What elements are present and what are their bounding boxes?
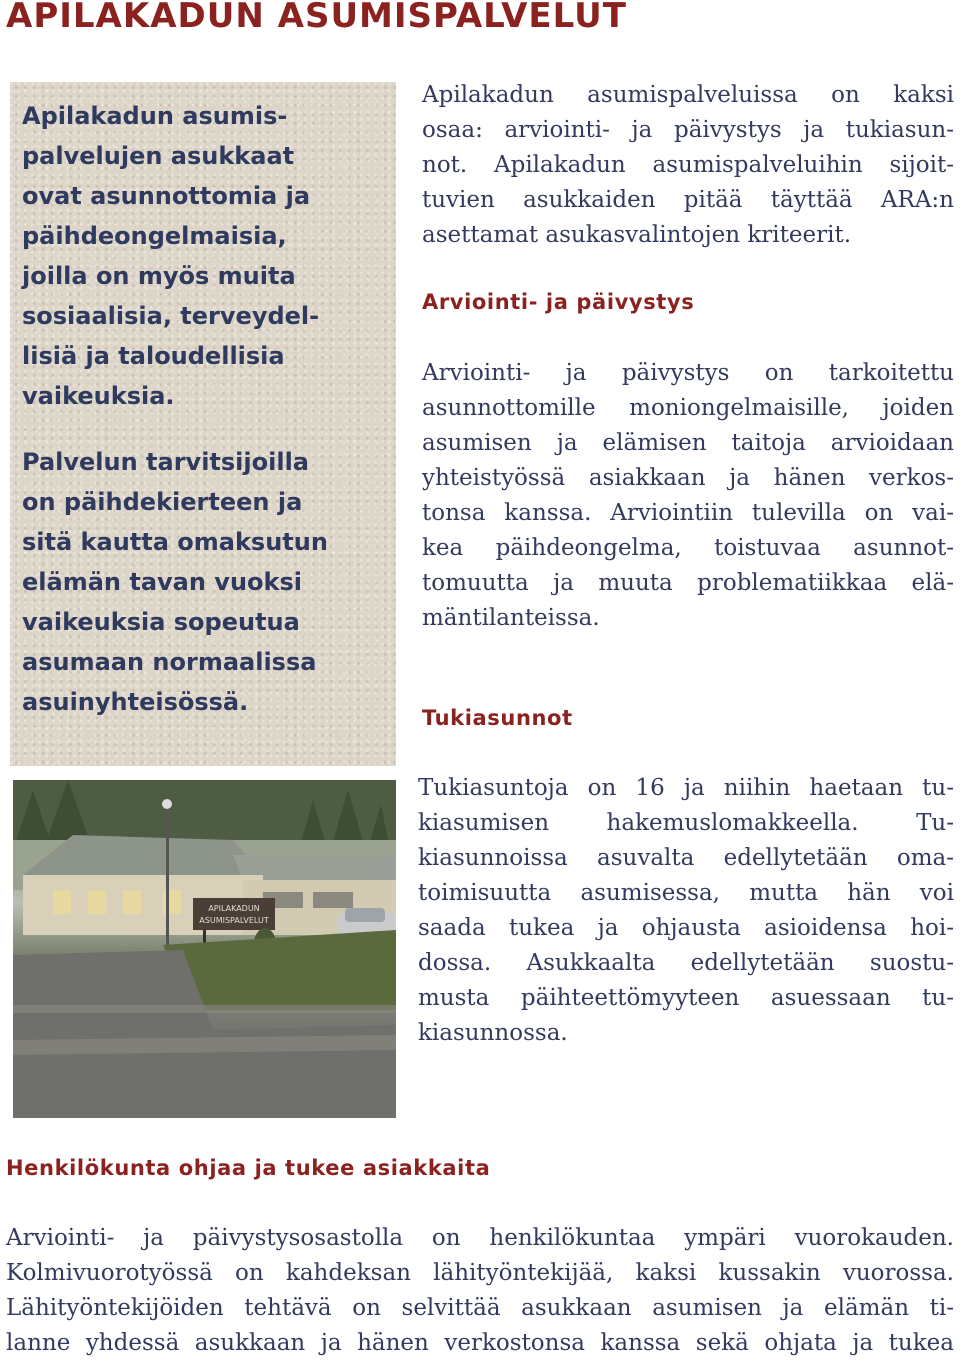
intro-line: Apilakadun asumispalveluissa on kaksi: [422, 82, 954, 108]
sec2-line: Tukiasuntoja on 16 ja niihin haetaan tu-: [418, 775, 954, 801]
section-heading-tukiasunnot: Tukiasunnot: [422, 706, 573, 730]
sb2-line: vaikeuksia sopeutua: [22, 608, 300, 636]
sec3-line: Lähityöntekijöiden tehtävä on selvittää asukkaan asumisen ja elämän ti-: [6, 1295, 954, 1321]
section-heading-arviointi: Arviointi- ja päivystys: [422, 290, 695, 314]
sb2-line: asumaan normaalissa: [22, 648, 317, 676]
building-photo: [13, 780, 396, 1118]
page-title: APILAKADUN ASUMISPALVELUT: [6, 0, 627, 36]
intro-line: asettamat asukasvalintojen kriteerit.: [422, 222, 852, 248]
sec3-line: Arviointi- ja päivystysosastolla on henkilökuntaa ympäri vuorokauden.: [6, 1225, 954, 1251]
sb2-line: elämän tavan vuoksi: [22, 568, 302, 596]
section-body-tukiasunnot: [418, 771, 954, 1051]
sb2-line: asuinyhteisössä.: [22, 688, 249, 716]
sb1-line: päihdeongelmaisia,: [22, 222, 287, 250]
sb1-line: lisiä ja taloudellisia: [22, 342, 285, 370]
sidebar-callout-text-1: [22, 96, 319, 416]
sec2-line: kiasumisen hakemuslomakkeella. Tu-: [418, 810, 954, 836]
sb1-line: ovat asunnottomia ja: [22, 182, 311, 210]
intro-line: not. Apilakadun asumispalveluihin sijoit-: [422, 152, 954, 178]
sec2-line: kiasunnossa.: [418, 1020, 568, 1046]
sec2-line: musta päihteettömyyteen asuessaan tu-: [418, 985, 954, 1011]
intro-line: osaa: arviointi- ja päivystys ja tukiasun-: [422, 117, 954, 143]
sec2-line: toimisuutta asumisessa, mutta hän voi: [418, 880, 954, 906]
intro-paragraph: [422, 78, 954, 253]
section-body-arviointi: [422, 356, 954, 636]
sec1-line: tonsa kanssa. Arviointiin tulevilla on vai-: [422, 500, 954, 526]
sec1-line: asumisen ja elämisen taitoja arvioidaan: [422, 430, 954, 456]
sec1-line: tomuutta ja muuta problematiikkaa elä-: [422, 570, 954, 596]
sec2-line: saada tukea ja ohjausta asioidensa hoi-: [418, 915, 954, 941]
sec1-line: asunnottomille moniongelmaisille, joiden: [422, 395, 954, 421]
intro-line: tuvien asukkaiden pitää täyttää ARA:n: [422, 187, 954, 213]
sb1-line: Apilakadun asumis-: [22, 102, 288, 130]
sb1-line: joilla on myös muita: [22, 262, 296, 290]
sb2-line: Palvelun tarvitsijoilla: [22, 448, 309, 476]
photo-sign-line-2: ASUMISPALVELUT: [199, 916, 269, 925]
sb2-line: sitä kautta omaksutun: [22, 528, 328, 556]
sec2-line: kiasunnoissa asuvalta edellytetään oma-: [418, 845, 954, 871]
section-body-henkilokunta: [6, 1221, 954, 1361]
sec1-line: kea päihdeongelma, toistuvaa asunnot-: [422, 535, 954, 561]
sec1-line: yhteistyössä asiakkaan ja hänen verkos-: [422, 465, 954, 491]
sb1-line: palvelujen asukkaat: [22, 142, 295, 170]
sb1-line: sosiaalisia, terveydel-: [22, 302, 320, 330]
sec1-line: Arviointi- ja päivystys on tarkoitettu: [422, 360, 954, 386]
sec2-line: dossa. Asukkaalta edellytetään suostu-: [418, 950, 954, 976]
sec3-line: Kolmivuorotyössä on kahdeksan lähityöntekijää, kaksi kussakin vuorossa.: [6, 1260, 954, 1286]
photo-sign-line-1: APILAKADUN: [208, 904, 260, 913]
sec3-line: lanne yhdessä asukkaan ja hänen verkostonsa kanssa sekä ohjata ja tukea: [6, 1330, 954, 1356]
sb1-line: vaikeuksia.: [22, 382, 175, 410]
section-heading-henkilokunta: Henkilökunta ohjaa ja tukee asiakkaita: [6, 1156, 491, 1180]
sidebar-callout-text-2: [22, 442, 328, 722]
sb2-line: on päihdekierteen ja: [22, 488, 303, 516]
sec1-line: mäntilanteissa.: [422, 605, 600, 631]
